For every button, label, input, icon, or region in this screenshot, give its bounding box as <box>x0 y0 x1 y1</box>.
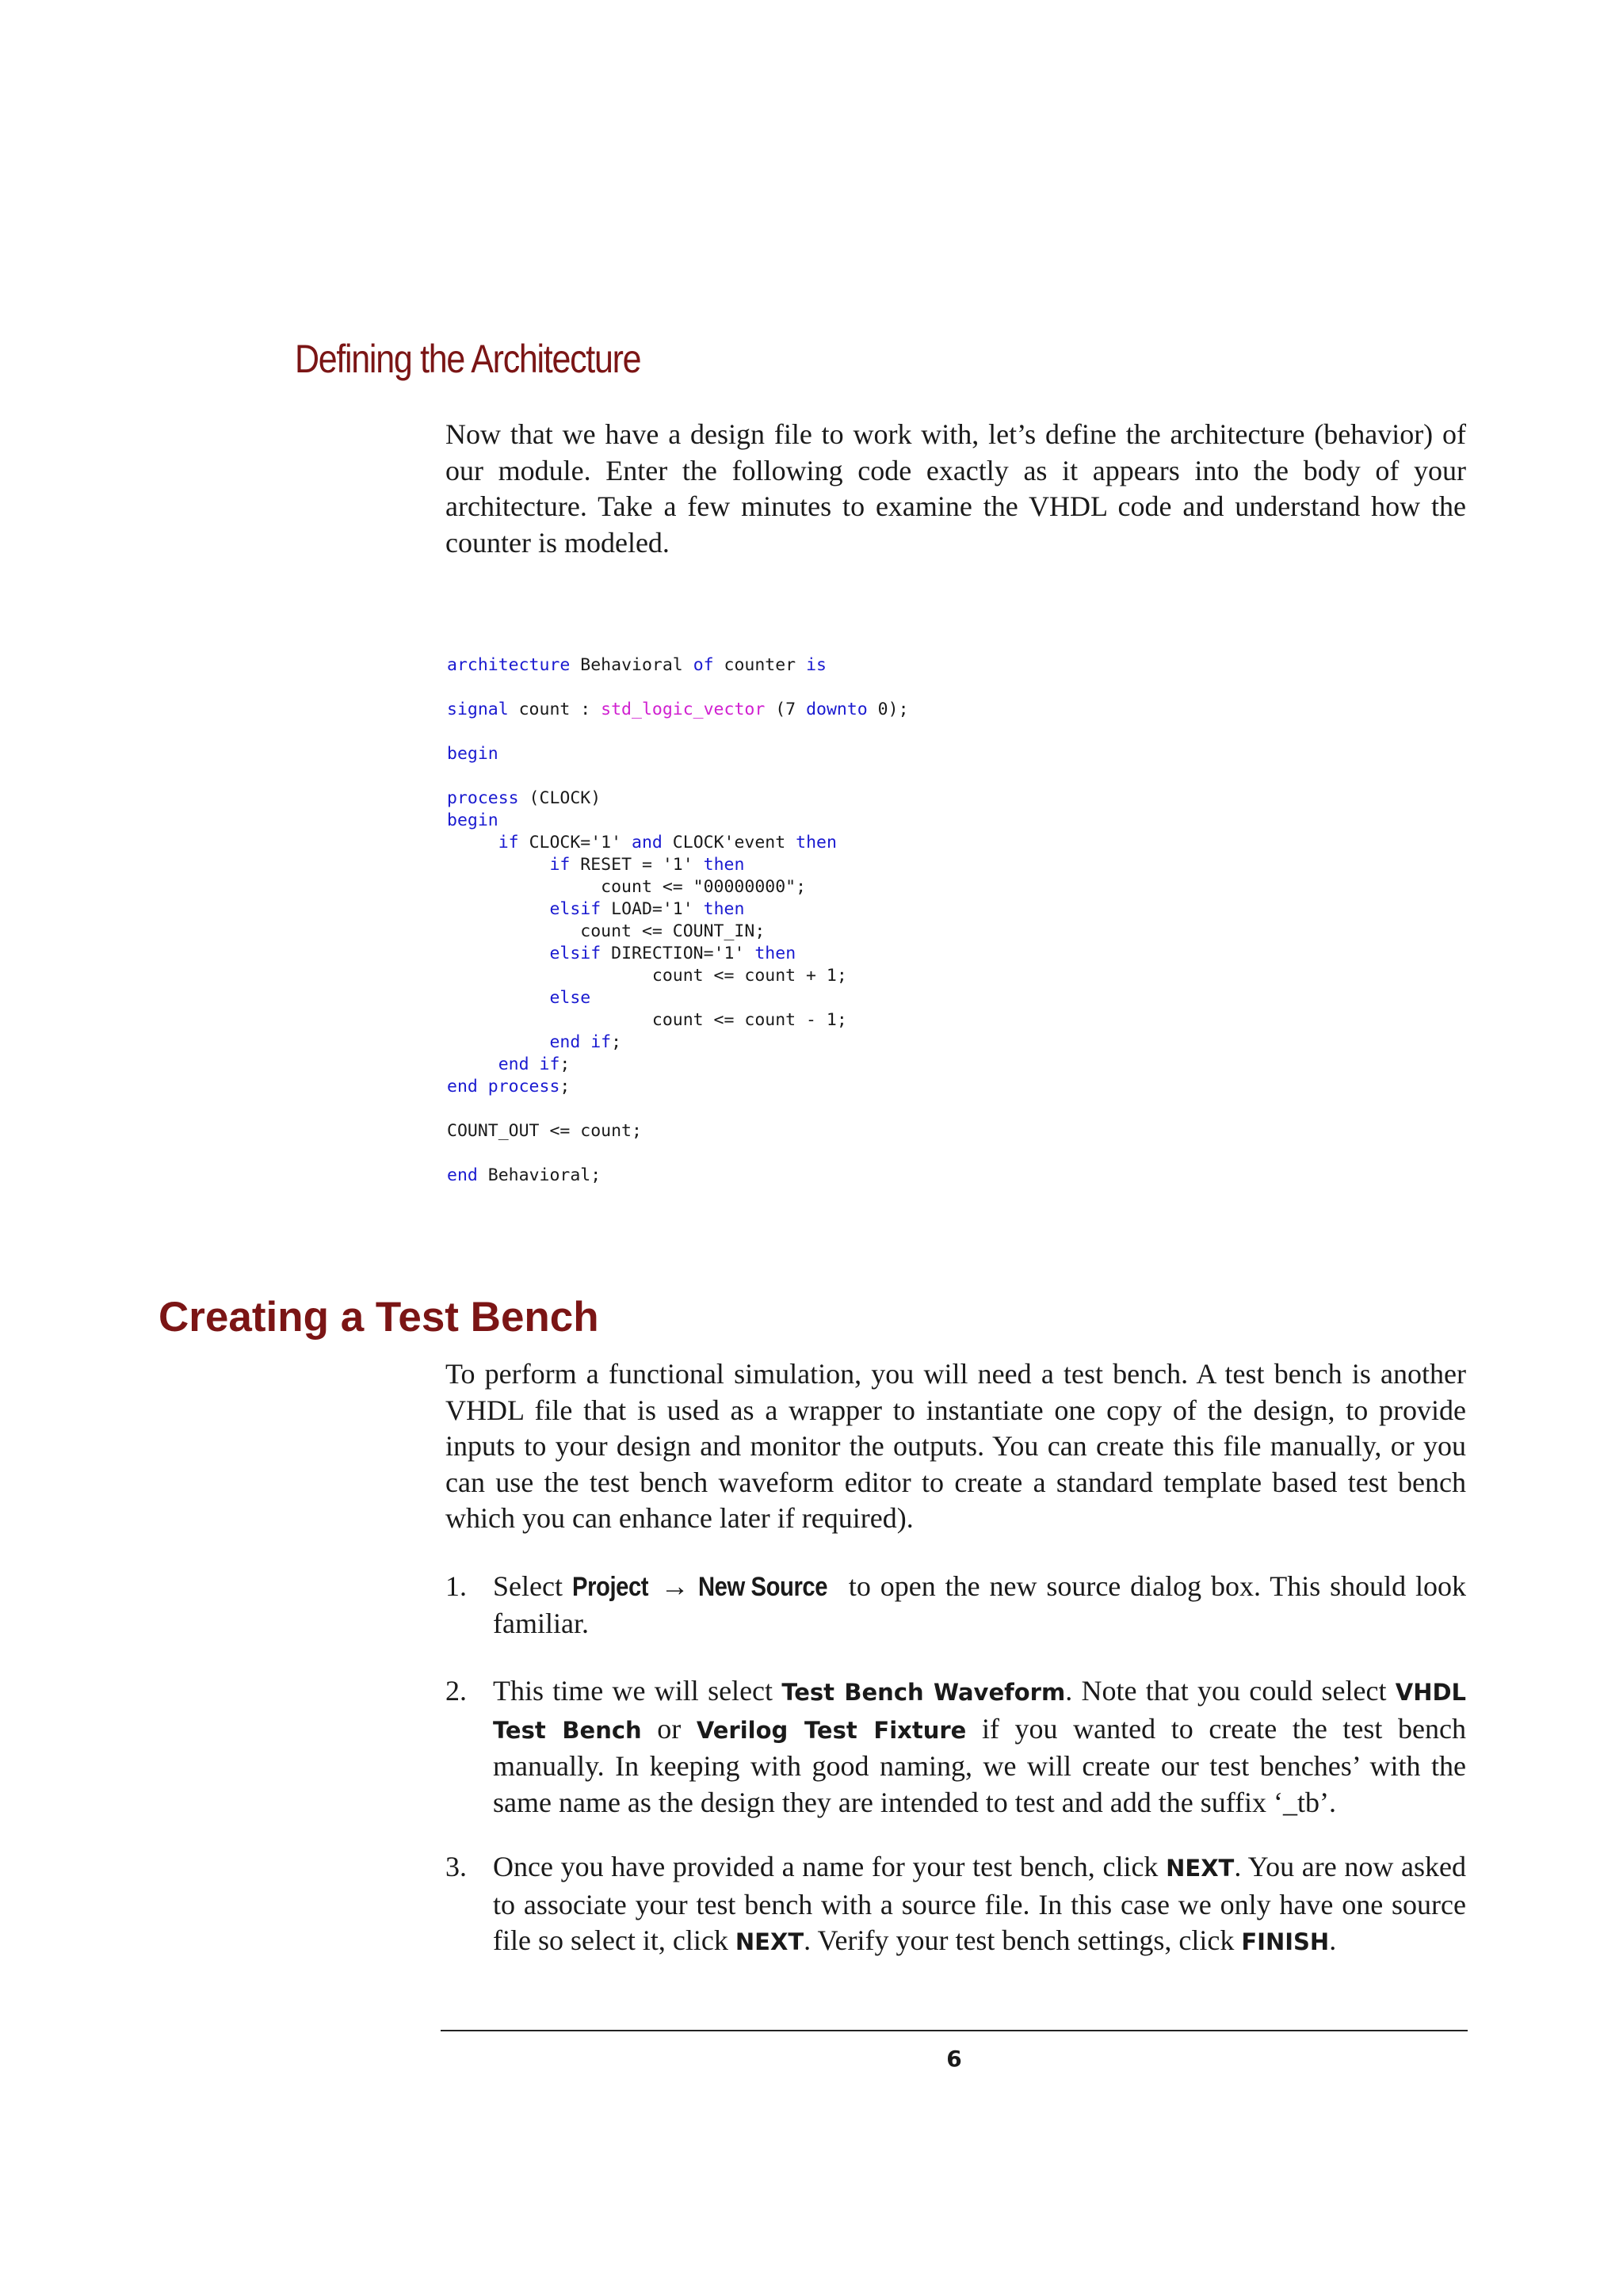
code-line <box>447 1121 642 1141</box>
code-keyword: downto <box>806 700 868 719</box>
code-line <box>447 700 909 719</box>
code-text: count : <box>508 700 601 719</box>
emphasis-term: FINISH <box>1241 1928 1330 1955</box>
code-keyword: signal <box>447 700 509 719</box>
code-text: count <= count + 1; <box>447 966 847 986</box>
code-line <box>447 655 827 675</box>
step-number: 2. <box>445 1675 467 1707</box>
code-text: count <= "00000000"; <box>447 877 807 897</box>
code-keyword: elsif <box>549 944 601 963</box>
code-keyword: and <box>632 833 663 852</box>
code-text: counter <box>713 655 807 675</box>
code-keyword: end if <box>498 1055 560 1074</box>
code-text <box>447 944 549 963</box>
code-keyword: then <box>754 944 796 963</box>
code-line <box>447 788 601 808</box>
code-text <box>447 899 549 919</box>
step-3 <box>445 1849 1466 1961</box>
code-keyword: elsif <box>549 899 601 919</box>
code-text: DIRECTION='1' <box>601 944 755 963</box>
code-line <box>447 1077 570 1097</box>
code-text: 0); <box>867 700 909 719</box>
step-text-run: → <box>651 1570 699 1602</box>
step-text-run: if you wanted to create the test bench manually. In keeping with good naming, we will create our test benches’ with the same name as the design they are intended to test and add the suffix ‘_tb’. <box>493 1712 1466 1818</box>
step-text-run: . <box>1329 1924 1337 1956</box>
code-type: std_logic_vector <box>601 700 766 719</box>
code-keyword: if <box>498 833 519 852</box>
emphasis-term: VHDL Test Bench <box>493 1679 1467 1744</box>
code-text: ; <box>559 1055 571 1074</box>
step-text <box>493 1569 1466 1642</box>
step-2 <box>445 1673 1466 1821</box>
code-line <box>447 810 498 830</box>
code-text: COUNT_OUT <= count; <box>447 1121 642 1141</box>
code-keyword: then <box>703 855 745 875</box>
code-line <box>447 988 590 1008</box>
emphasis-term: Verilog Test Fixture <box>696 1716 967 1744</box>
step-text-run: . Verify your test bench settings, click <box>804 1924 1242 1956</box>
code-text: LOAD='1' <box>601 899 704 919</box>
step-text-run: . You are now asked to associate your test bench with a source file. In this case we only have one source file so select it, click <box>493 1851 1467 1956</box>
code-line <box>447 944 796 963</box>
code-text <box>447 1055 498 1074</box>
step-number: 3. <box>445 1851 467 1882</box>
code-line <box>447 966 847 986</box>
test-bench-intro-paragraph: To perform a functional simulation, you will need a test bench. A test bench is another VHDL file that is used as a wrapper to instantiate one copy of the design, to provide inputs to your design and monitor the outputs. You can create this file manually, or you can use the test bench waveform editor to create a standard template based test bench which you can enhance later if required). <box>445 1358 1466 1534</box>
code-line <box>447 1032 621 1052</box>
code-text: (7 <box>765 700 807 719</box>
step-1 <box>445 1569 1466 1642</box>
code-text <box>447 833 498 852</box>
step-text-run: Once you have provided a name for your test bench, click <box>493 1851 1167 1882</box>
code-text: ; <box>611 1032 622 1052</box>
code-text <box>447 1032 549 1052</box>
step-text-run: or <box>641 1712 697 1745</box>
vhdl-code-block <box>447 654 909 1187</box>
code-keyword: end <box>447 1165 478 1185</box>
code-line <box>447 833 837 852</box>
code-keyword: end process <box>447 1077 560 1097</box>
code-text: CLOCK'event <box>662 833 796 852</box>
emphasis-term: Test Bench Waveform <box>781 1679 1066 1706</box>
step-text-run: . Note that you could select <box>1065 1675 1396 1707</box>
code-text: count <= count - 1; <box>447 1010 847 1030</box>
code-text <box>447 988 549 1008</box>
code-text: ; <box>559 1077 571 1097</box>
code-text: RESET = '1' <box>570 855 704 875</box>
step-number: 1. <box>445 1570 467 1602</box>
code-keyword: if <box>549 855 571 875</box>
code-keyword: end if <box>549 1032 612 1052</box>
page-number: 6 <box>946 2046 962 2072</box>
code-keyword: is <box>806 655 827 675</box>
code-keyword: then <box>796 833 837 852</box>
code-text: Behavioral <box>570 655 693 675</box>
code-line <box>447 1165 601 1185</box>
emphasis-term: NEXT <box>735 1928 804 1955</box>
code-line <box>447 744 498 764</box>
code-keyword: process <box>447 788 519 808</box>
step-text <box>493 1849 1466 1961</box>
emphasis-term: NEXT <box>1166 1855 1235 1882</box>
code-line <box>447 921 765 941</box>
code-text <box>447 855 549 875</box>
code-text: Behavioral; <box>477 1165 601 1185</box>
code-line <box>447 877 806 897</box>
code-keyword: then <box>703 899 745 919</box>
section-heading-defining-architecture: Defining the Architecture <box>295 337 641 381</box>
code-keyword: begin <box>447 744 498 764</box>
architecture-intro-paragraph: Now that we have a design file to work with, let’s define the architecture (behavior) of our module. Enter the following code exactly as it appears into the body of your architecture. Take a few minutes to examine the VHDL code and understand how the counter is modeled. <box>445 418 1466 559</box>
footer-divider <box>441 2030 1468 2031</box>
step-text <box>493 1673 1466 1821</box>
code-keyword: of <box>693 655 714 675</box>
code-line <box>447 1055 570 1074</box>
code-keyword: architecture <box>447 655 571 675</box>
step-text-run: This time we will select <box>493 1675 782 1707</box>
emphasis-term: New Source <box>698 1572 828 1602</box>
code-line <box>447 855 744 875</box>
code-line <box>447 899 744 919</box>
step-text-run: Select <box>493 1570 572 1602</box>
code-keyword: begin <box>447 810 498 830</box>
code-line <box>447 1010 847 1030</box>
emphasis-term: Project <box>571 1572 648 1602</box>
code-keyword: else <box>549 988 591 1008</box>
code-text: CLOCK='1' <box>518 833 632 852</box>
code-text: (CLOCK) <box>518 788 601 808</box>
section-heading-creating-test-bench: Creating a Test Bench <box>158 1294 599 1341</box>
code-text: count <= COUNT_IN; <box>447 921 766 941</box>
step-text-run: to open the new source dialog box. This should look familiar. <box>493 1570 1467 1639</box>
